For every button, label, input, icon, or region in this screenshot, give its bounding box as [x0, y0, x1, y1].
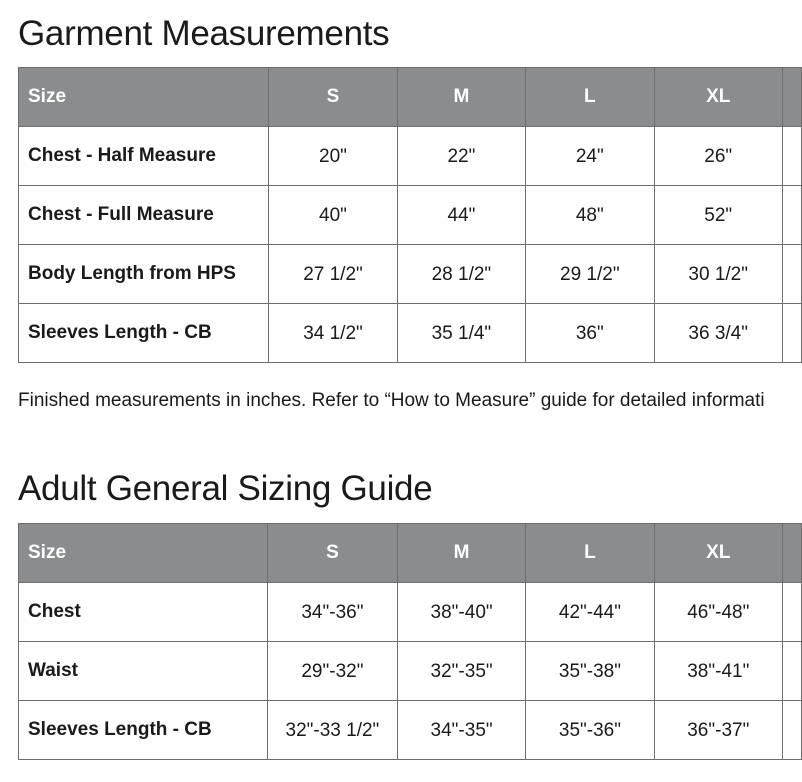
table-cell [526, 127, 654, 186]
table-cell-cutoff [782, 245, 801, 304]
table-cell [526, 304, 654, 363]
header-size-m: M [397, 68, 525, 127]
cell-value: 36" [575, 323, 604, 344]
cell-value: 35"-36" [558, 720, 621, 741]
cell-value: 26" [704, 146, 733, 167]
table-cell [397, 127, 525, 186]
cell-value: 34"-35" [430, 720, 493, 741]
garment-measurements-title: Garment Measurements [18, 14, 390, 53]
adult-sizing-table [18, 523, 802, 760]
header-size-s: S [269, 68, 397, 127]
table-cell [526, 642, 654, 701]
header-size-cutoff [782, 68, 801, 127]
table-cell-cutoff [782, 304, 801, 363]
cell-value: 38"-41" [687, 661, 750, 682]
cell-value: 46"-48" [687, 602, 750, 623]
table-cell [654, 245, 782, 304]
cell-value: 22" [447, 146, 476, 167]
measurement-note: Finished measurements in inches. Refer to “How to Measure” guide for detailed informati [18, 390, 765, 411]
table-cell [654, 186, 782, 245]
table-cell [526, 583, 654, 642]
table-row [19, 186, 802, 245]
header-size-m: M [397, 524, 525, 583]
row-label: Chest - Full Measure [19, 186, 269, 245]
cell-value: 24" [575, 146, 604, 167]
row-label: Sleeves Length - CB [19, 304, 269, 363]
header-size-l: L [526, 524, 654, 583]
cell-value: 48" [575, 205, 604, 226]
table-cell [269, 304, 397, 363]
cell-value: 28 1/2" [431, 264, 492, 285]
cell-value: 38"-40" [430, 602, 493, 623]
table-cell [267, 701, 397, 760]
table-header-row [19, 524, 802, 583]
cell-value: 20" [319, 146, 347, 167]
table-row [19, 583, 802, 642]
table-cell [526, 186, 654, 245]
table-cell [654, 304, 782, 363]
cell-value: 36 3/4" [688, 323, 748, 344]
header-size-xl: XL [654, 68, 782, 127]
table-cell [526, 245, 654, 304]
table-cell [397, 642, 525, 701]
table-cell [267, 642, 397, 701]
table-row [19, 701, 802, 760]
table-cell [397, 186, 525, 245]
header-size-label: Size [19, 68, 269, 127]
cell-value: 34"-36" [301, 602, 364, 623]
header-size-l: L [526, 68, 654, 127]
table-cell-cutoff [782, 127, 801, 186]
table-cell [654, 642, 782, 701]
table-row [19, 245, 802, 304]
cell-value: 32"-35" [430, 661, 493, 682]
header-size-xl: XL [654, 524, 782, 583]
adult-sizing-guide-title: Adult General Sizing Guide [18, 469, 433, 508]
cell-value: 44" [447, 205, 476, 226]
table-cell-cutoff [782, 642, 801, 701]
table-cell-cutoff [782, 701, 801, 760]
table-cell [397, 304, 525, 363]
table-row [19, 642, 802, 701]
table-cell [269, 127, 397, 186]
row-label: Waist [19, 642, 268, 701]
cell-value: 35"-38" [558, 661, 621, 682]
header-size-cutoff [782, 524, 801, 583]
cell-value: 36"-37" [687, 720, 750, 741]
table-row [19, 127, 802, 186]
cell-value: 40" [319, 205, 347, 226]
table-cell [269, 186, 397, 245]
row-label: Body Length from HPS [19, 245, 269, 304]
table-cell [397, 245, 525, 304]
table-cell [654, 127, 782, 186]
table-cell [269, 245, 397, 304]
table-cell-cutoff [782, 583, 801, 642]
cell-value: 35 1/4" [431, 323, 492, 344]
table-cell [397, 701, 525, 760]
table-cell [654, 701, 782, 760]
cell-value: 42"-44" [558, 602, 621, 623]
cell-value: 29"-32" [301, 661, 364, 682]
cell-value: 30 1/2" [688, 264, 748, 285]
table-row [19, 304, 802, 363]
row-label: Sleeves Length - CB [19, 701, 268, 760]
table-cell [397, 583, 525, 642]
cell-value: 29 1/2" [560, 264, 620, 285]
cell-value: 34 1/2" [303, 323, 363, 344]
garment-measurements-table [18, 67, 802, 363]
table-cell [526, 701, 654, 760]
table-cell [267, 583, 397, 642]
table-cell [654, 583, 782, 642]
cell-value: 52" [704, 205, 733, 226]
table-header-row [19, 68, 802, 127]
cell-value: 27 1/2" [303, 264, 363, 285]
row-label: Chest [19, 583, 268, 642]
table-cell-cutoff [782, 186, 801, 245]
cell-value: 32"-33 1/2" [285, 720, 380, 741]
row-label: Chest - Half Measure [19, 127, 269, 186]
header-size-s: S [267, 524, 397, 583]
header-size-label: Size [19, 524, 268, 583]
